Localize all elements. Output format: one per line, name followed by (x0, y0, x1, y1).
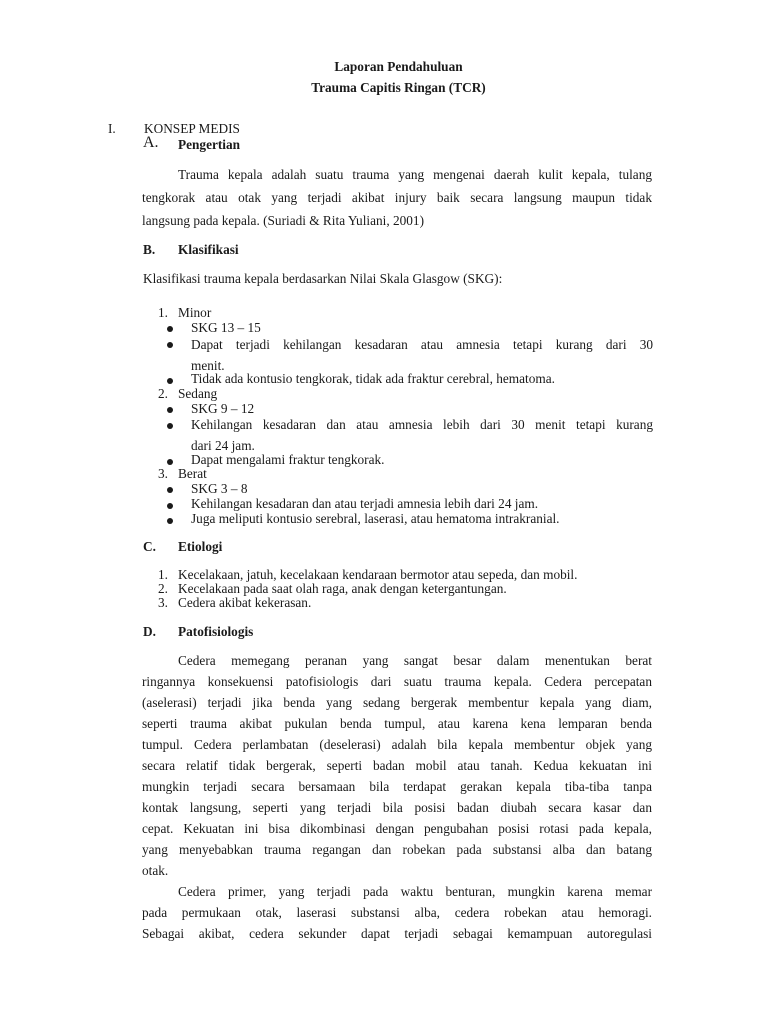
group-label-minor: Minor (178, 305, 212, 320)
section-d-letter: D. (143, 624, 156, 639)
list-item: Tidak ada kontusio tengkorak, tidak ada fraktur cerebral, hematoma. (191, 371, 555, 386)
list-number: 1. (158, 305, 168, 320)
list-number: 2. (158, 581, 168, 596)
section-d-paragraph-2 (142, 881, 652, 944)
bullet-icon (167, 459, 173, 465)
bullet-icon (167, 342, 173, 348)
paragraph-line: Cedera primer, yang terjadi pada waktu benturan, mungkin karena memar (178, 884, 652, 899)
list-item: SKG 3 – 8 (191, 481, 248, 496)
section-b-heading: Klasifikasi (178, 242, 239, 257)
section-c-letter: C. (143, 539, 156, 554)
paragraph-line: (aselerasi) terjadi jika benda yang sedang bergerak membentur kepala yang diam, (142, 695, 652, 710)
paragraph-line: secara relatif tidak bergerak, seperti badan mobil atau tanah. Kedua kekuatan ini (142, 758, 652, 773)
etiologi-item: Kecelakaan, jatuh, kecelakaan kendaraan bermotor atau sepeda, dan mobil. (178, 567, 578, 582)
section-b-letter: B. (143, 242, 156, 257)
paragraph-line: pada permukaan otak, laserasi substansi alba, cedera robekan atau hemoragi. (142, 905, 652, 920)
paragraph-line: tengkorak atau otak yang terjadi akibat injury baik secara langsung maupun tidak (142, 190, 652, 205)
list-item: Kehilangan kesadaran dan atau terjadi amnesia lebih dari 24 jam. (191, 496, 539, 511)
list-item (191, 414, 653, 456)
paragraph-line: yang menyebabkan trauma regangan dan robekan pada substansi alba dan batang (142, 842, 652, 857)
etiologi-item: Kecelakaan pada saat olah raga, anak dengan ketergantungan. (178, 581, 507, 596)
paragraph-line: Cedera memegang peranan yang sangat besar dalam menentukan berat (178, 653, 652, 668)
bullet-icon (167, 423, 173, 429)
chapter-heading: KONSEP MEDIS (144, 121, 240, 136)
list-number: 1. (158, 567, 168, 582)
list-number: 2. (158, 386, 168, 401)
document-title: Laporan Pendahuluan (334, 59, 463, 74)
section-a-letter: A. (143, 134, 159, 151)
list-item: Dapat mengalami fraktur tengkorak. (191, 452, 385, 467)
section-d-paragraph-1 (142, 650, 652, 881)
list-item-line: Kehilangan kesadaran dan atau amnesia lebih dari 30 menit tetapi kurang (191, 417, 653, 432)
paragraph-line: cepat. Kekuatan ini bisa dikombinasi dengan pengubahan posisi rotasi pada kepala, (142, 821, 652, 836)
list-number: 3. (158, 466, 168, 481)
paragraph-line: mungkin terjadi secara bersamaan bila terdapat gerakan kepala tiba-tiba tanpa (142, 779, 652, 794)
section-a-paragraph (142, 163, 652, 232)
paragraph-line: Sebagai akibat, cedera sekunder dapat terjadi sebagai kemampuan autoregulasi (142, 926, 652, 941)
document-subtitle: Trauma Capitis Ringan (TCR) (311, 80, 486, 95)
section-d-heading: Patofisiologis (178, 624, 254, 639)
chapter-numeral: I. (108, 121, 116, 136)
section-a-heading: Pengertian (178, 137, 241, 152)
paragraph-line: Trauma kepala adalah suatu trauma yang mengenai daerah kulit kepala, tulang (178, 167, 652, 182)
paragraph-line: langsung pada kepala. (Suriadi & Rita Yuliani, 2001) (142, 213, 425, 228)
etiologi-item: Cedera akibat kekerasan. (178, 595, 312, 610)
section-b-intro: Klasifikasi trauma kepala berdasarkan Nilai Skala Glasgow (SKG): (143, 271, 503, 286)
list-number: 3. (158, 595, 168, 610)
bullet-icon (167, 518, 173, 524)
group-label-berat: Berat (178, 466, 207, 481)
paragraph-line: tumpul. Cedera perlambatan (deselerasi) adalah bila kepala membentur objek yang (142, 737, 652, 752)
bullet-icon (167, 378, 173, 384)
list-item: SKG 13 – 15 (191, 320, 261, 335)
paragraph-line: kontak langsung, seperti yang terjadi bila posisi badan diubah secara kasar dan (142, 800, 652, 815)
bullet-icon (167, 487, 173, 493)
group-label-sedang: Sedang (178, 386, 218, 401)
section-c-heading: Etiologi (178, 539, 223, 554)
list-item: Juga meliputi kontusio serebral, laserasi, atau hematoma intrakranial. (191, 511, 560, 526)
paragraph-line: seperti trauma akibat pukulan benda tumpul, atau karena kena lemparan benda (142, 716, 652, 731)
paragraph-line: ringannya konsekuensi patofisiologis dari suatu trauma kepala. Cedera percepatan (142, 674, 652, 689)
bullet-icon (167, 407, 173, 413)
paragraph-line: otak. (142, 863, 169, 878)
list-item: SKG 9 – 12 (191, 401, 255, 416)
list-item-line: Dapat terjadi kehilangan kesadaran atau amnesia tetapi kurang dari 30 (191, 337, 653, 352)
list-item-line: dari 24 jam. (191, 438, 255, 453)
list-item (191, 334, 653, 376)
bullet-icon (167, 326, 173, 332)
bullet-icon (167, 503, 173, 509)
list-item-line: menit. (191, 358, 225, 373)
